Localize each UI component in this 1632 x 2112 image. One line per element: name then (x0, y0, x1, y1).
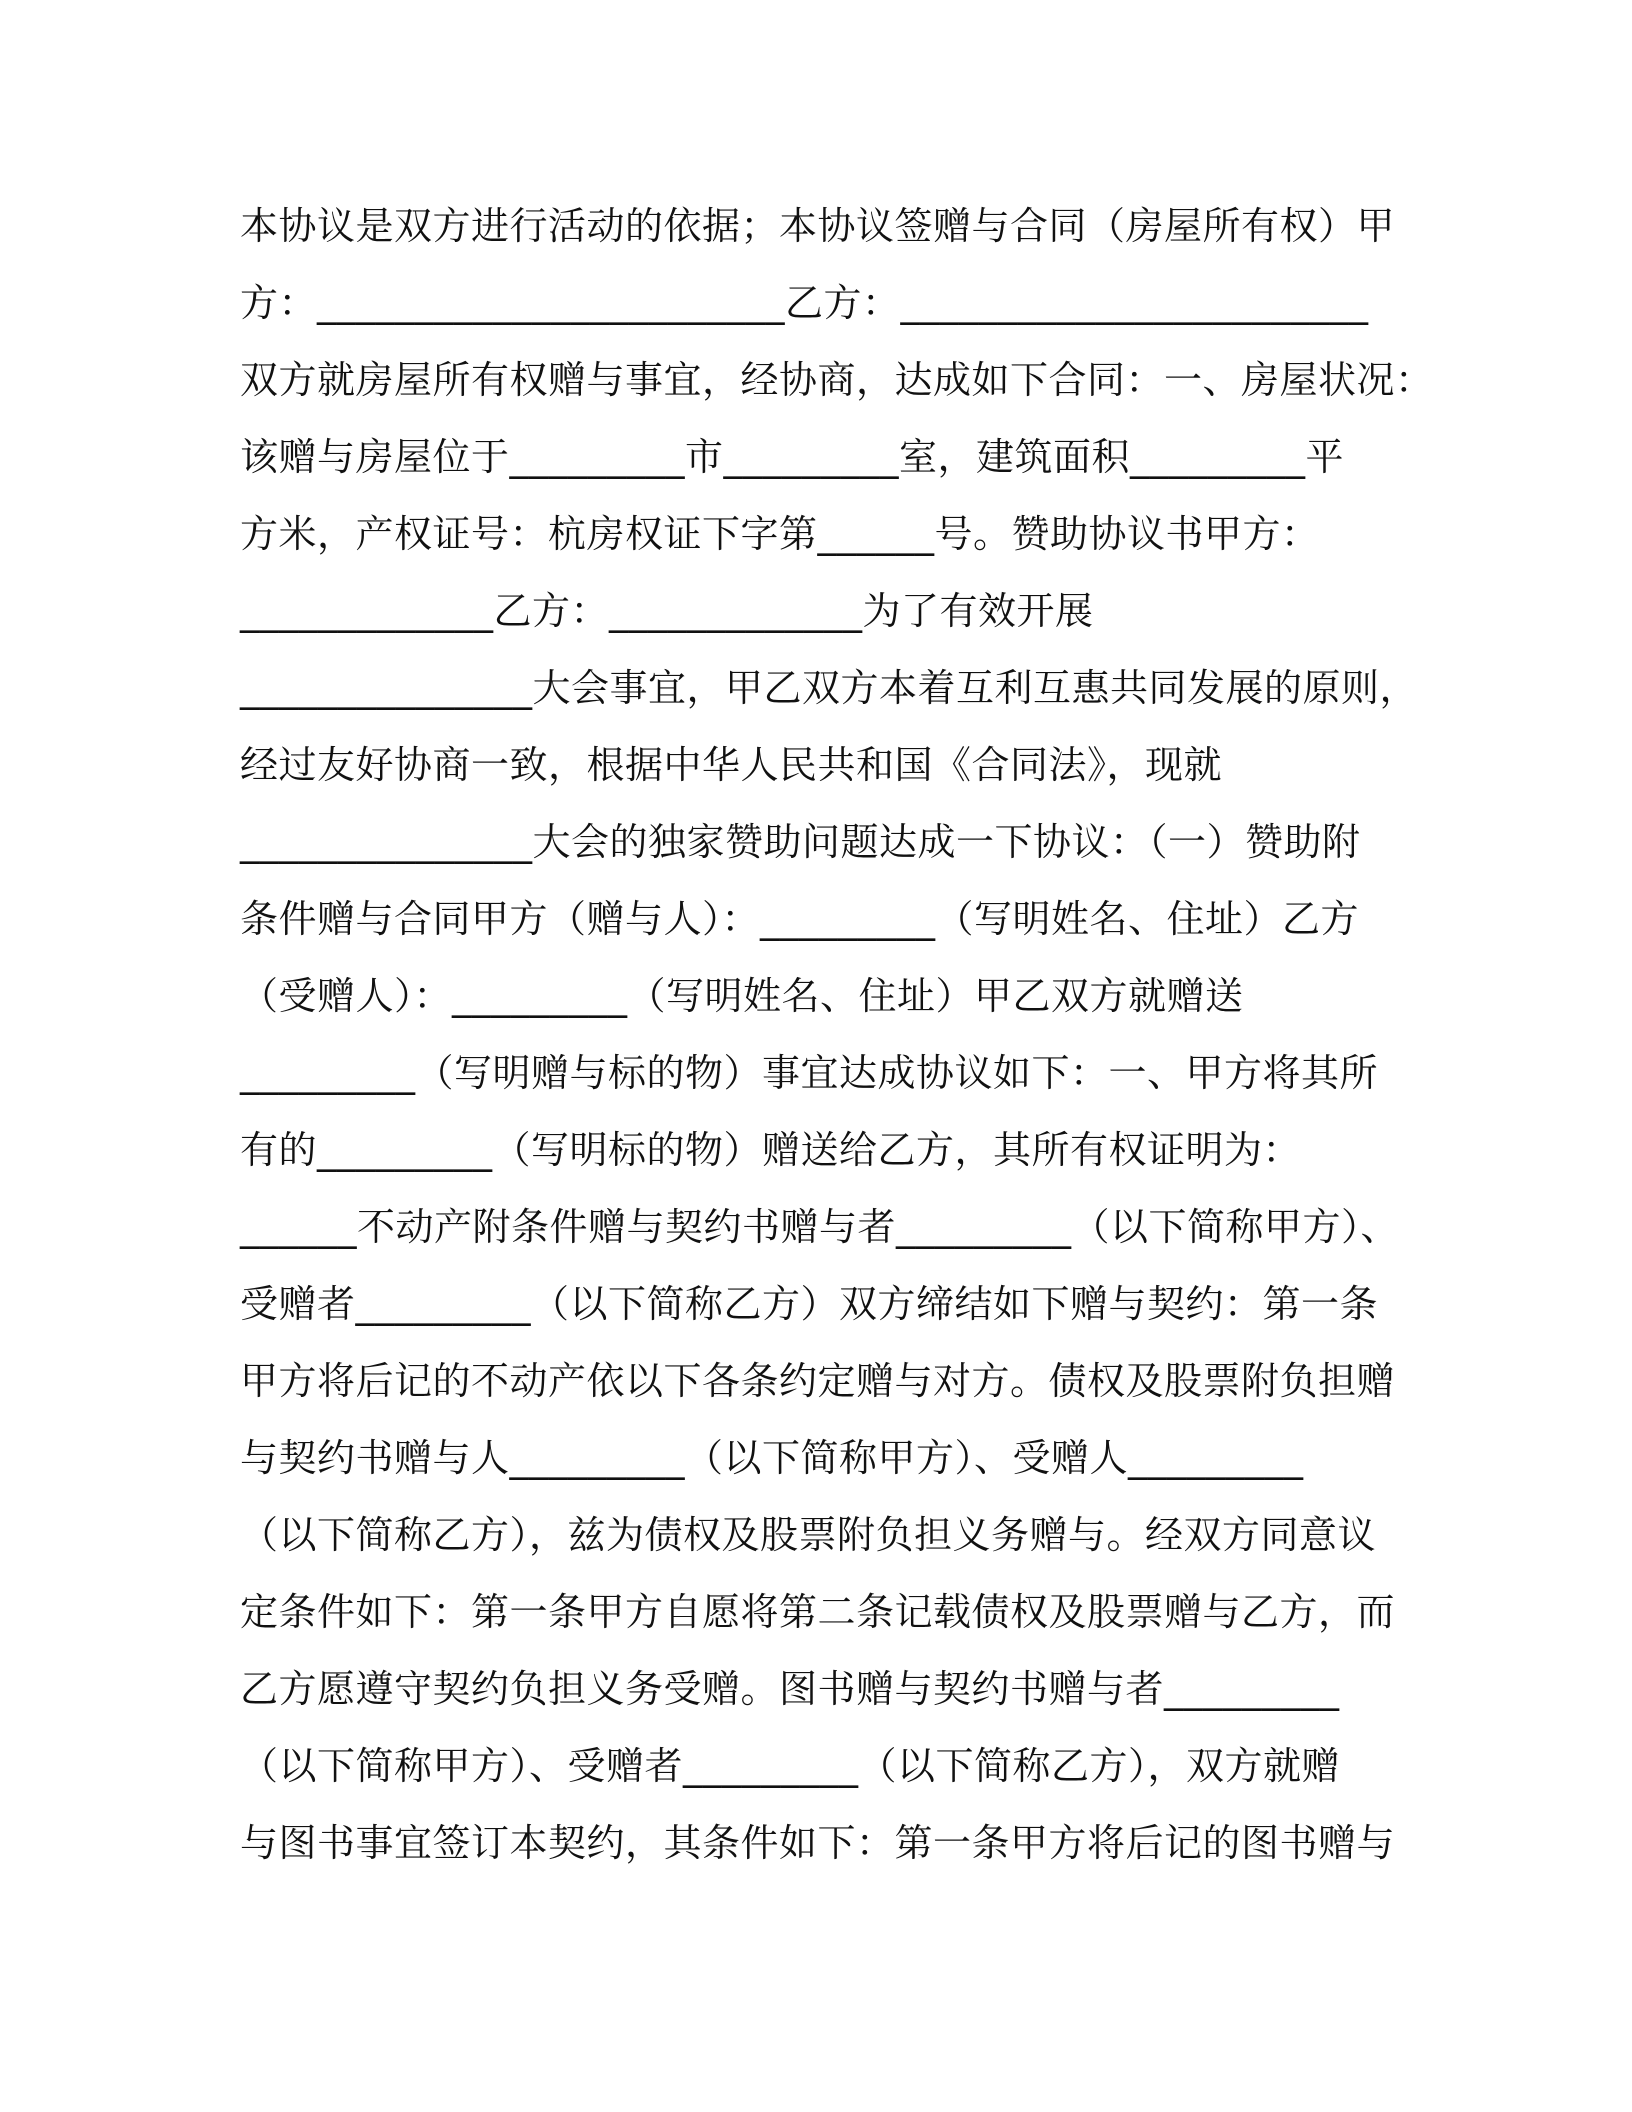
text-line: 乙方愿遵守契约负担义务受赠。图书赠与契约书赠与者_________ (240, 1667, 1340, 1711)
text-line: 方：________________________乙方：________________________ (240, 281, 1369, 325)
text-line: _______________大会的独家赞助问题达成一下协议：（一）赞助附 (240, 820, 1361, 864)
text-line: _______________大会事宜，甲乙双方本着互利互惠共同发展的原则， (240, 666, 1419, 710)
document-body (240, 188, 1434, 1882)
text-line: （受赠人）：_________（写明姓名、住址）甲乙双方就赠送 (240, 974, 1244, 1018)
text-line: _____________乙方：_____________为了有效开展 (240, 589, 1094, 633)
text-line: 甲方将后记的不动产依以下各条约定赠与对方。债权及股票附负担赠 (240, 1359, 1396, 1403)
text-line: 与契约书赠与人_________（以下简称甲方）、受赠人_________ (240, 1436, 1304, 1480)
text-line: （以下简称甲方）、受赠者_________（以下简称乙方），双方就赠 (240, 1744, 1341, 1788)
text-line: 本协议是双方进行活动的依据；本协议签赠与合同（房屋所有权）甲 (240, 204, 1396, 248)
text-line: 方米，产权证号：杭房权证下字第______号。赞助协议书甲方： (240, 512, 1320, 556)
text-line: 条件赠与合同甲方（赠与人）：_________（写明姓名、住址）乙方 (240, 897, 1360, 941)
text-line: 与图书事宜签订本契约，其条件如下：第一条甲方将后记的图书赠与 (240, 1821, 1396, 1865)
text-line: _________（写明赠与标的物）事宜达成协议如下：一、甲方将其所 (240, 1051, 1379, 1095)
text-line: （以下简称乙方），兹为债权及股票附负担义务赠与。经双方同意议 (240, 1513, 1377, 1557)
text-line: ______不动产附条件赠与契约书赠与者_________（以下简称甲方）、 (240, 1205, 1400, 1249)
text-line: 经过友好协商一致，根据中华人民共和国《合同法》，现就 (240, 743, 1223, 787)
text-line: 定条件如下：第一条甲方自愿将第二条记载债权及股票赠与乙方，而 (240, 1590, 1396, 1634)
text-line: 受赠者_________（以下简称乙方）双方缔结如下赠与契约：第一条 (240, 1282, 1379, 1326)
text-line: 双方就房屋所有权赠与事宜，经协商，达成如下合同：一、房屋状况： (240, 358, 1434, 402)
text-line: 该赠与房屋位于_________市_________室，建筑面积_________平 (240, 435, 1345, 479)
text-line: 有的_________（写明标的物）赠送给乙方，其所有权证明为： (240, 1128, 1302, 1172)
